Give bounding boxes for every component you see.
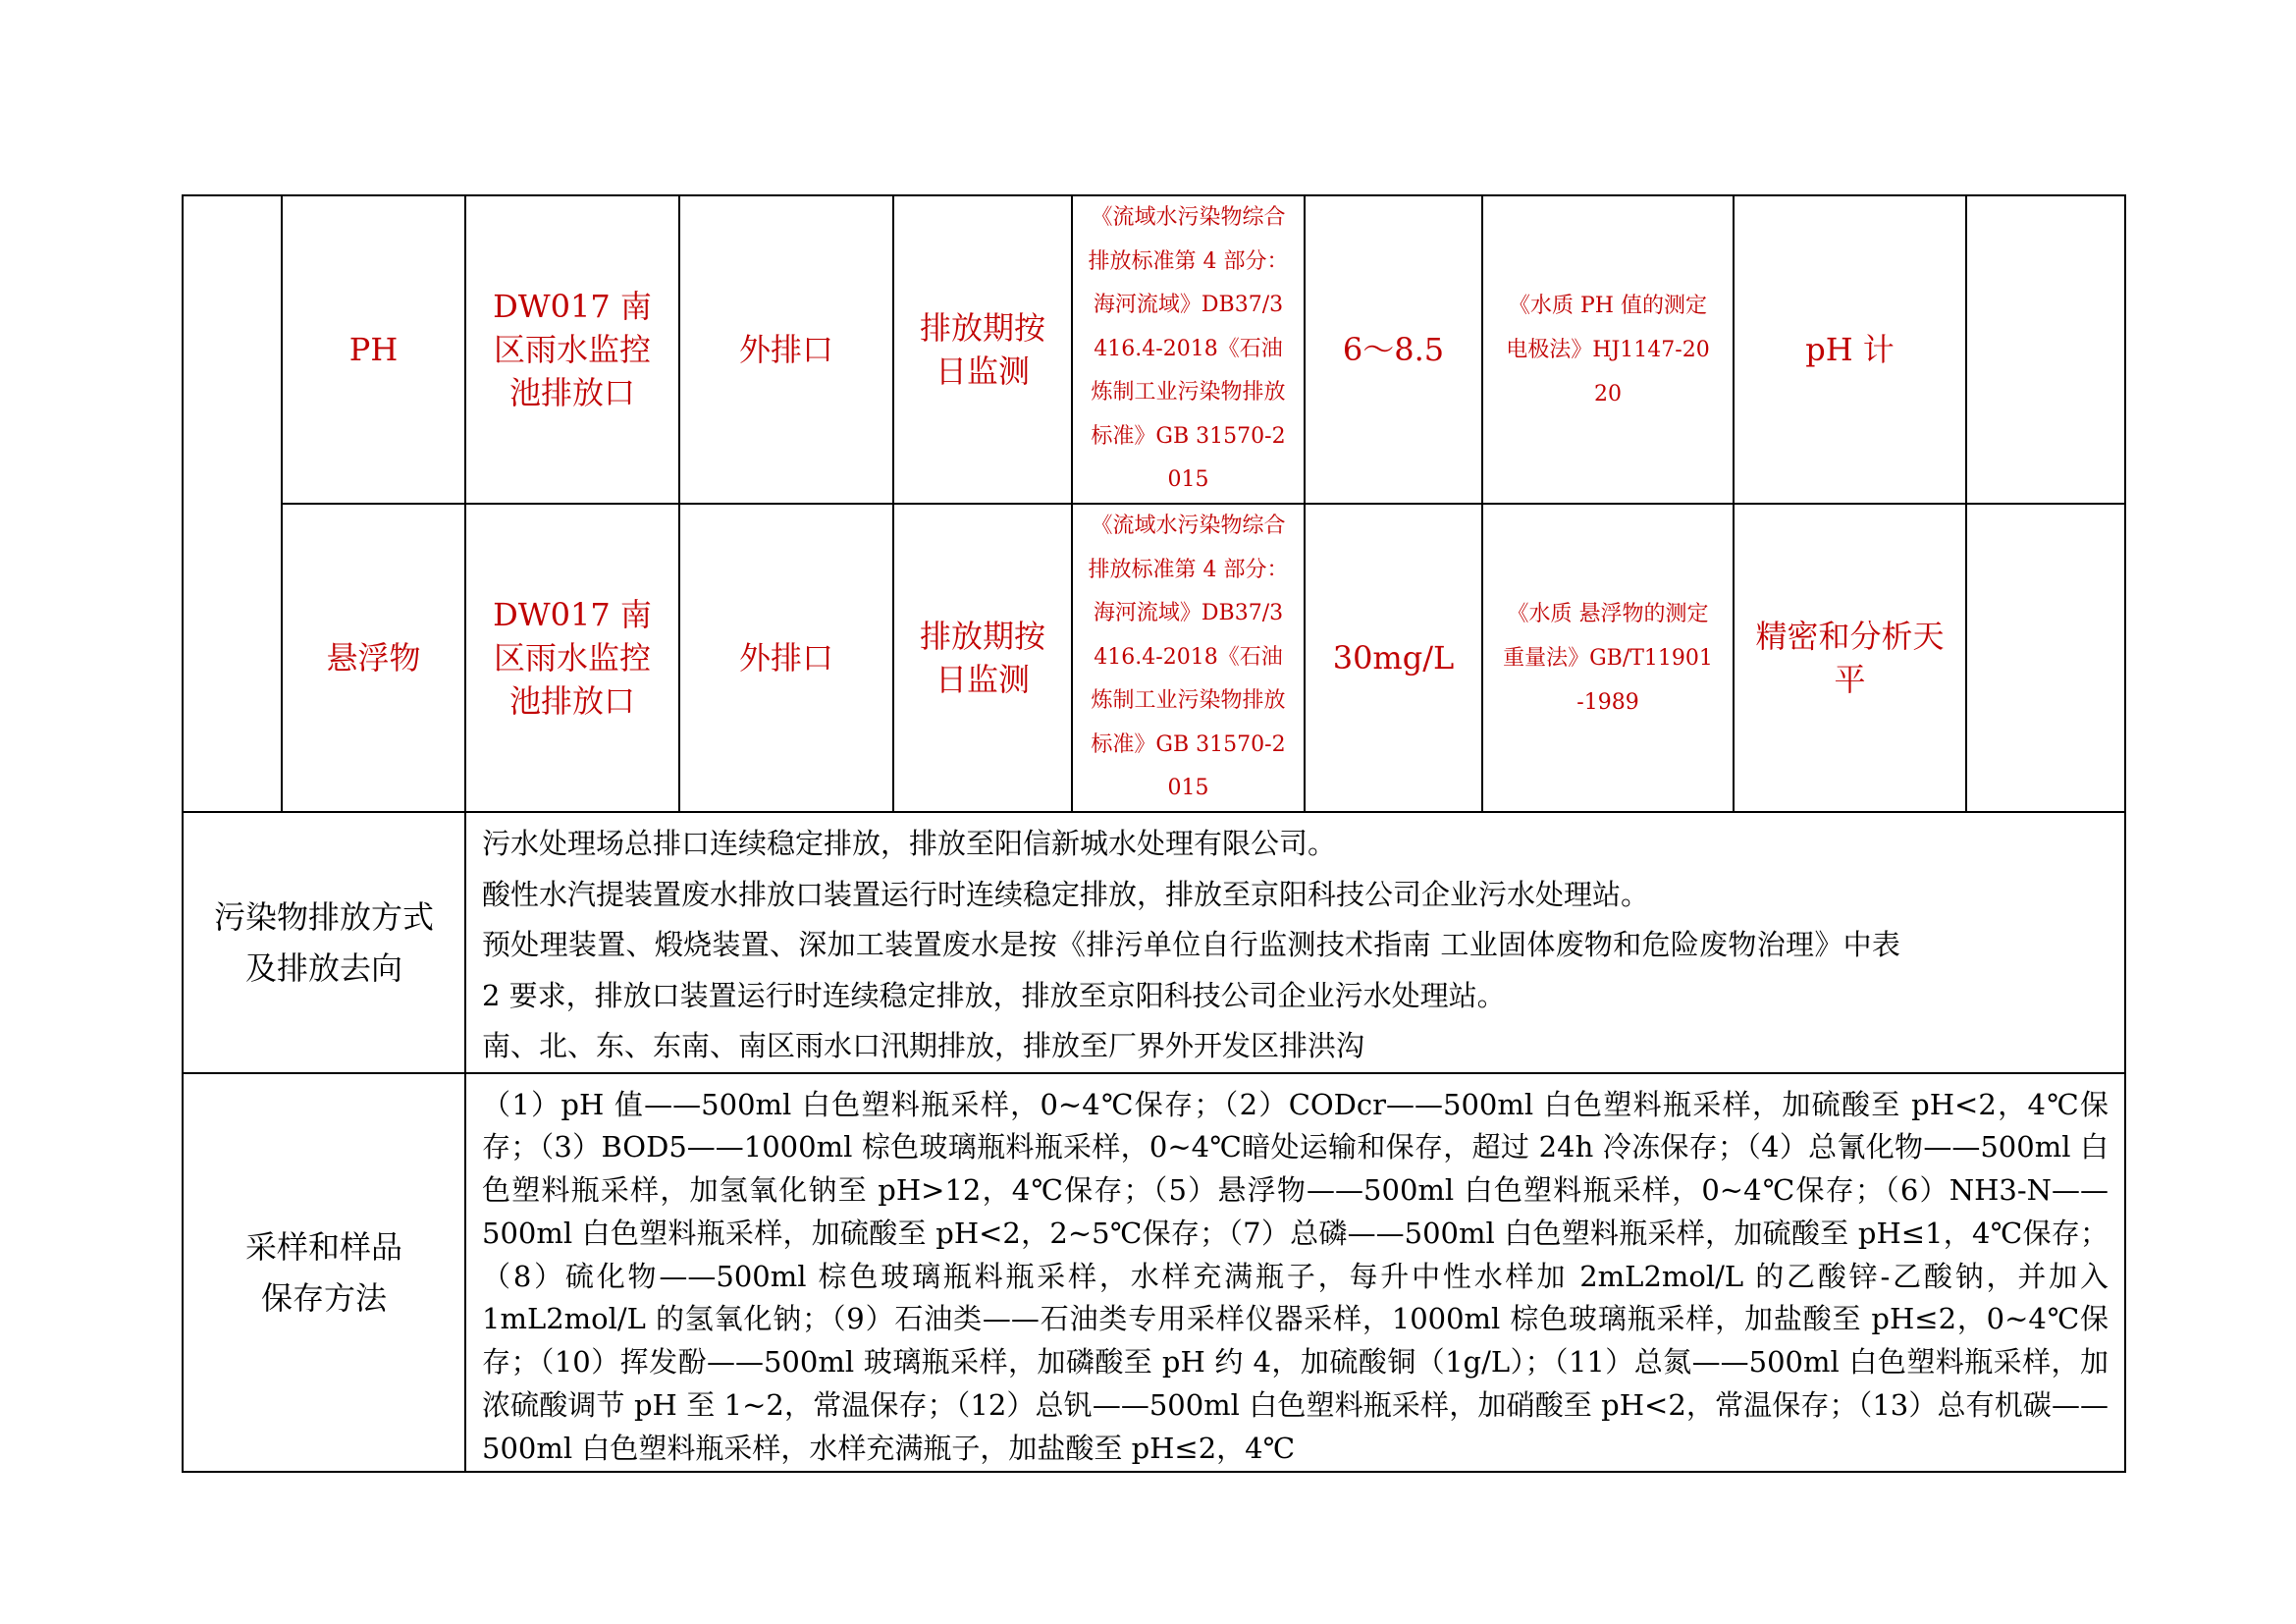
method-cell: 《水质 PH 值的测定电极法》HJ1147-2020 (1482, 195, 1734, 504)
discharge-line: 2 要求，排放口装置运行时连续稳定排放，排放至京阳科技公司企业污水处理站。 (482, 978, 1506, 1012)
standard-cell: 《流域水污染物综合排放标准第 4 部分：海河流域》DB37/3416.4-2018《石油炼制工业污染物排放标准》GB 31570-2015 (1072, 504, 1305, 812)
discharge-line: 酸性水汽提装置废水排放口装置运行时连续稳定排放，排放至京阳科技公司企业污水处理站。 (482, 877, 1650, 911)
discharge-line: 预处理装置、煅烧装置、深加工装置废水是按《排污单位自行监测技术指南 工业固体废物和危险废物治理》中表 (482, 928, 1901, 961)
discharge-row (183, 812, 2125, 1073)
instrument-cell: pH 计 (1734, 195, 1966, 504)
outlet-type-cell: 外排口 (679, 195, 893, 504)
sampling-label: 采样和样品保存方法 (183, 1073, 465, 1472)
sampling-text (465, 1073, 2125, 1472)
item-cell: 悬浮物 (282, 504, 465, 812)
sampling-row (183, 1073, 2125, 1472)
instrument-cell: 精密和分析天平 (1734, 504, 1966, 812)
table-row (183, 504, 2125, 812)
note-cell (1966, 504, 2125, 812)
limit-cell: 30mg/L (1305, 504, 1482, 812)
monitoring-table (182, 194, 2126, 1473)
method-cell: 《水质 悬浮物的测定 重量法》GB/T11901-1989 (1482, 504, 1734, 812)
group-cell (183, 195, 282, 812)
outlet-type-cell: 外排口 (679, 504, 893, 812)
limit-cell: 6～8.5 (1305, 195, 1482, 504)
sampling-paragraph: （1）pH 值——500ml 白色塑料瓶采样，0~4℃保存；（2）CODcr——500ml 白色塑料瓶采样，加硫酸至 pH<2，4℃保存；（3）BOD5——1000ml 棕色玻璃瓶料瓶采样，0~4℃暗处运输和保存，超过 24h 冷冻保存；（4）总氰化物——500ml 白色塑料瓶采样，加氢氧化钠至 pH>12，4℃保存；（5）悬浮物——500ml 白色塑料瓶采样，0~4℃保存；（6）NH3-N——500ml 白色塑料瓶采样，加硫酸至 pH<2，2~5℃保存；（7）总磷——500ml 白色塑料瓶采样，加硫酸至 pH≤1，4℃保存；（8）硫化物——500ml 棕色玻璃瓶料瓶采样，水样充满瓶子，每升中性水样加 2mL2mol/L 的乙酸锌-乙酸钠，并加入 1mL2mol/L 的氢氧化钠；（9）石油类——石油类专用采样仪器采样，1000ml 棕色玻璃瓶采样，加盐酸至 pH≤2，0~4℃保存；（10）挥发酚——500ml 玻璃瓶采样，加磷酸至 pH 约 4，加硫酸铜（1g/L）；（11）总氮——500ml 白色塑料瓶采样，加浓硫酸调节 pH 至 1~2，常温保存；（12）总钒——500ml 白色塑料瓶采样，加硝酸至 pH<2，常温保存；（13）总有机碳——500ml 白色塑料瓶采样，水样充满瓶子，加盐酸至 pH≤2，4℃ (482, 1087, 2109, 1465)
item-cell: PH (282, 195, 465, 504)
discharge-line: 污水处理场总排口连续稳定排放，排放至阳信新城水处理有限公司。 (482, 827, 1337, 860)
frequency-cell: 排放期按日监测 (893, 195, 1072, 504)
outlet-cell: DW017 南区雨水监控池排放口 (465, 195, 679, 504)
discharge-label: 污染物排放方式及排放去向 (183, 812, 465, 1073)
note-cell (1966, 195, 2125, 504)
discharge-line: 南、北、东、东南、南区雨水口汛期排放，排放至厂界外开发区排洪沟 (482, 1029, 1365, 1062)
outlet-cell: DW017 南区雨水监控池排放口 (465, 504, 679, 812)
discharge-text (465, 812, 2125, 1073)
frequency-cell: 排放期按日监测 (893, 504, 1072, 812)
standard-cell: 《流域水污染物综合排放标准第 4 部分：海河流域》DB37/3416.4-2018《石油炼制工业污染物排放标准》GB 31570-2015 (1072, 195, 1305, 504)
table-row (183, 195, 2125, 504)
